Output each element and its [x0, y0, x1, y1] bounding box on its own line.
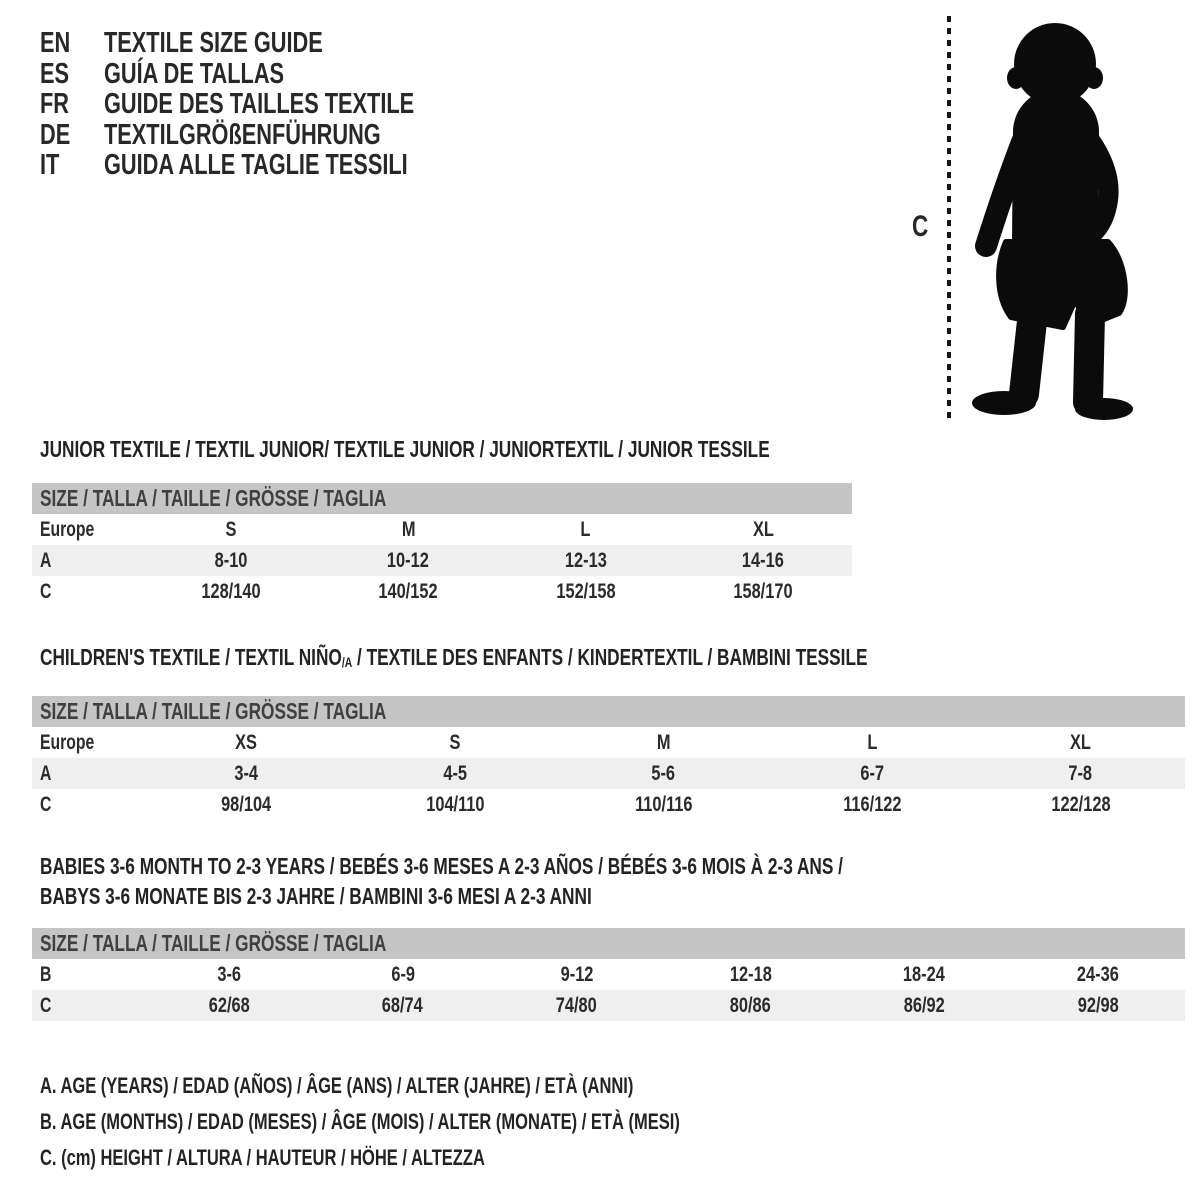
toddler-silhouette-icon: [962, 14, 1140, 422]
row-value: 140/152: [378, 580, 438, 603]
footnote-c: C. (cm) HEIGHT / ALTURA / HAUTEUR / HÖHE / ALTEZZA: [40, 1145, 485, 1170]
row-value: 68/74: [382, 994, 424, 1017]
row-label: C: [40, 793, 52, 816]
row-value: M: [656, 731, 671, 754]
row-value: L: [580, 518, 591, 541]
footnotes-block: [40, 1068, 893, 1176]
junior-section-title: [32, 437, 852, 461]
language-row: [40, 120, 473, 150]
row-label: A: [40, 762, 52, 785]
table-row-c: [32, 990, 1185, 1021]
junior-size-table: [32, 483, 852, 607]
language-row: [40, 28, 396, 58]
row-value: 7-8: [1068, 762, 1093, 785]
children-title-pre: CHILDREN'S TEXTILE / TEXTIL NIÑO: [40, 644, 342, 670]
row-value: XS: [235, 731, 258, 754]
row-value: 3-6: [217, 963, 241, 986]
table-row-c: [32, 789, 1185, 820]
row-value: 24-36: [1077, 963, 1119, 986]
table-row-b: [32, 959, 1185, 990]
row-value: 86/92: [903, 994, 945, 1017]
row-value: L: [867, 731, 878, 754]
table-row-europe: [32, 514, 852, 545]
babies-section: [32, 851, 1185, 1021]
babies-size-table: [32, 928, 1185, 1021]
babies-section-title-line1: BABIES 3-6 MONTH TO 2-3 YEARS / BEBÉS 3-6 MESES A 2-3 AÑOS / BÉBÉS 3-6 MOIS À 2-3 ANS /: [40, 853, 843, 879]
row-value: M: [401, 518, 416, 541]
language-label: TEXTILE SIZE GUIDE: [104, 27, 323, 59]
row-value: 4-5: [443, 762, 467, 785]
row-value: 9-12: [560, 963, 593, 986]
row-value: 6-9: [390, 963, 415, 986]
table-row-c: [32, 576, 852, 607]
row-label: C: [40, 994, 52, 1017]
row-value: 110/116: [634, 793, 693, 816]
row-value: 128/140: [201, 580, 261, 603]
children-title-sub: /A: [341, 654, 353, 670]
row-value: 14-16: [742, 549, 785, 572]
row-value: 122/128: [1051, 793, 1111, 816]
junior-section-title-text: JUNIOR TEXTILE / TEXTIL JUNIOR/ TEXTILE JUNIOR / JUNIORTEXTIL / JUNIOR TESSILE: [40, 436, 770, 462]
size-header-text: SIZE / TALLA / TAILLE / GRÖSSE / TAGLIA: [40, 930, 387, 956]
row-value: 152/158: [556, 580, 616, 603]
row-label: B: [40, 963, 52, 986]
row-value: 158/170: [733, 580, 793, 603]
row-value: S: [449, 731, 461, 754]
row-value: 116/122: [842, 793, 902, 816]
children-title-post: / TEXTILE DES ENFANTS / KINDERTEXTIL / BAMBINI TESSILE: [352, 644, 868, 670]
language-row: [40, 89, 518, 119]
footnote-a: A. AGE (YEARS) / EDAD (AÑOS) / ÂGE (ANS) / ALTER (JAHRE) / ETÀ (ANNI): [40, 1073, 634, 1098]
language-code: FR: [40, 88, 70, 120]
row-value: 5-6: [651, 762, 676, 785]
row-value: 74/80: [556, 994, 598, 1017]
language-code: EN: [40, 27, 71, 59]
row-value: 6-7: [860, 762, 884, 785]
language-label: GUIDA ALLE TAGLIE TESSILI: [104, 149, 408, 181]
children-section: [32, 645, 1185, 820]
junior-section: [32, 437, 852, 607]
row-value: XL: [752, 518, 774, 541]
row-label: Europe: [40, 731, 95, 754]
row-value: 3-4: [234, 762, 259, 785]
row-value: 80/86: [729, 994, 771, 1017]
row-label: Europe: [40, 518, 95, 541]
row-value: 98/104: [221, 793, 272, 816]
language-label: GUIDE DES TAILLES TEXTILE: [104, 88, 415, 120]
size-header-bar: [32, 483, 852, 514]
language-label: TEXTILGRÖßENFÜHRUNG: [104, 119, 381, 151]
row-value: 8-10: [214, 549, 248, 572]
row-value: 10-12: [387, 549, 430, 572]
height-measure-label-text: C: [912, 210, 929, 243]
height-measure-dashed-line: [947, 16, 951, 418]
row-value: XL: [1070, 731, 1092, 754]
table-row-europe: [32, 727, 1185, 758]
language-row: [40, 59, 344, 89]
children-size-table: [32, 696, 1185, 820]
height-measure-label: [912, 210, 934, 244]
children-section-title-text: [40, 645, 868, 673]
table-row-a: [32, 758, 1185, 789]
footnote-b: B. AGE (MONTHS) / EDAD (MESES) / ÂGE (MOIS) / ALTER (MONATE) / ETÀ (MESI): [40, 1109, 680, 1134]
size-header-text: SIZE / TALLA / TAILLE / GRÖSSE / TAGLIA: [40, 485, 387, 511]
size-header-text: SIZE / TALLA / TAILLE / GRÖSSE / TAGLIA: [40, 698, 387, 724]
language-code: IT: [40, 149, 60, 181]
row-value: 12-18: [729, 963, 772, 986]
row-label: C: [40, 580, 52, 603]
row-value: S: [225, 518, 237, 541]
children-section-title: [32, 645, 1185, 673]
row-value: 62/68: [208, 994, 250, 1017]
row-value: 92/98: [1077, 994, 1119, 1017]
language-code: ES: [40, 58, 70, 90]
row-value: 12-13: [564, 549, 607, 572]
row-label: A: [40, 549, 52, 572]
table-row-a: [32, 545, 852, 576]
size-header-bar: [32, 928, 1185, 959]
size-header-bar: [32, 696, 1185, 727]
language-row: [40, 150, 509, 180]
babies-section-title-line2: BABYS 3-6 MONATE BIS 2-3 JAHRE / BAMBINI 3-6 MESI A 2-3 ANNI: [40, 883, 592, 909]
row-value: 104/110: [425, 793, 485, 816]
language-code: DE: [40, 119, 71, 151]
row-value: 18-24: [903, 963, 946, 986]
language-label: GUÍA DE TALLAS: [104, 58, 285, 90]
